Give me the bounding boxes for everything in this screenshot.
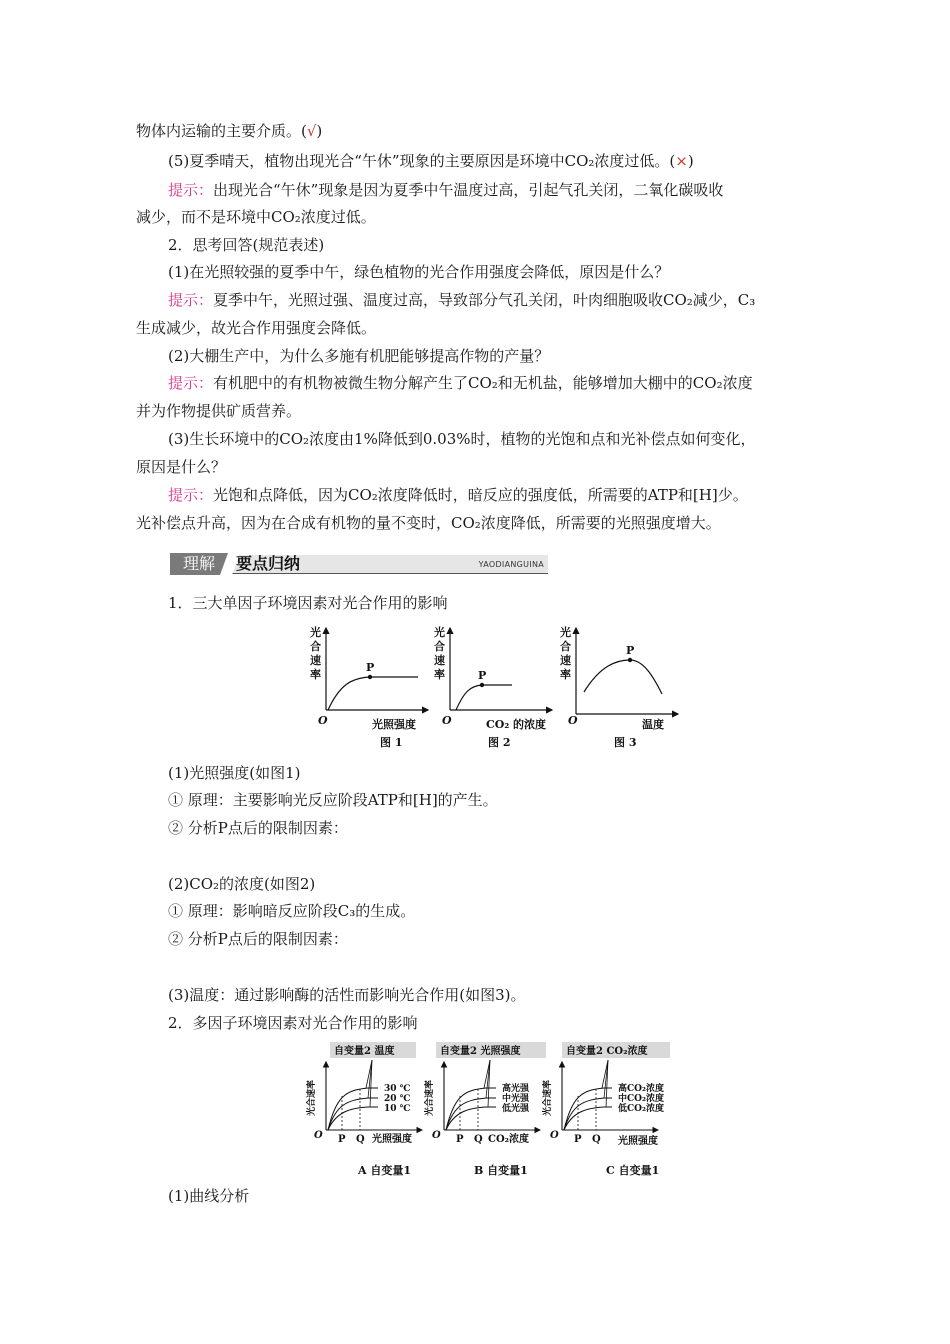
point-p-label: P: [478, 669, 487, 682]
text-line: 生成减少，故光合作用强度会降低。: [136, 319, 377, 337]
hint-label: 提示：: [168, 291, 214, 309]
check-mark: √: [306, 122, 317, 140]
question: (2)大棚生产中，为什么多施有机肥能够提高作物的产量？: [168, 347, 550, 365]
text-line: 减少，而不是环境中CO₂浓度过低。: [136, 208, 376, 226]
series-label: 10 ℃: [384, 1104, 411, 1114]
text-content: 光饱和点降低，因为CO₂浓度降低时，暗反应的强度低，所需要的ATP和[H]少。: [213, 486, 748, 504]
text-content: 有机肥中的有机物被微生物分解产生了CO₂和无机盐，能够增加大棚中的CO₂浓度: [213, 374, 753, 392]
point-p-label: P: [338, 1134, 346, 1145]
y-axis-label: 速: [310, 654, 321, 667]
point-p-label: P: [574, 1134, 582, 1145]
text-line: 光补偿点升高，因为在合成有机物的量不变时，CO₂浓度降低，所需要的光照强度增大。: [136, 514, 721, 532]
y-axis-label: 率: [560, 668, 571, 681]
graph-co2-concentration: [434, 625, 552, 749]
question: (1)在光照较强的夏季中午，绿色植物的光合作用强度会降低，原因是什么？: [168, 263, 670, 281]
graph-temperature: [560, 625, 678, 749]
question: (3)生长环境中的CO₂浓度由1%降低到0.03%时，植物的光饱和点和光补偿点如何变化，: [168, 430, 756, 448]
text-content: 物体内运输的主要介质。(: [136, 122, 307, 140]
text-line: 原因是什么？: [136, 458, 227, 476]
point-p-label: P: [626, 644, 635, 657]
panel-caption: A 自变量1: [358, 1164, 412, 1177]
y-axis-label: 光合速率: [543, 1079, 553, 1116]
y-axis-label: 合: [310, 640, 321, 653]
hint-line: [168, 373, 753, 393]
single-factor-figure: [300, 622, 690, 754]
text-line: ② 分析P点后的限制因素：: [168, 819, 348, 837]
hint-line: [168, 180, 723, 200]
text-line: [136, 121, 322, 141]
x-axis-label: 光照强度: [372, 1134, 412, 1145]
multi-factor-figure: [306, 1040, 682, 1186]
figure-caption: 图 2: [488, 736, 511, 749]
y-axis-label: 光: [560, 626, 571, 639]
text-content: 出现光合“午休”现象是因为夏季中午温度过高，引起气孔关闭，二氧化碳吸收: [213, 181, 724, 199]
subsection-heading: (2)CO₂的浓度(如图2): [168, 875, 316, 893]
series-label: 高CO₂浓度: [618, 1084, 664, 1094]
series-label: 中CO₂浓度: [618, 1094, 664, 1104]
panel-caption: B 自变量1: [474, 1164, 528, 1177]
point-q-label: Q: [356, 1134, 365, 1145]
y-axis-label: 合: [560, 640, 571, 653]
y-axis-label: 率: [434, 668, 445, 681]
panel-header: 自变量2 CO₂浓度: [566, 1046, 648, 1057]
text-line: [168, 151, 694, 171]
series-label: 中光强: [502, 1094, 530, 1104]
series-label: 低光强: [502, 1104, 530, 1114]
hint-label: 提示：: [168, 374, 214, 392]
point-q-label: Q: [474, 1134, 483, 1145]
point-p-label: P: [366, 661, 375, 674]
panel-caption: C 自变量1: [606, 1164, 660, 1177]
section-banner: [170, 553, 548, 577]
y-axis-label: 光: [310, 626, 321, 639]
cross-mark: ×: [675, 152, 688, 170]
series-label: 低CO₂浓度: [618, 1104, 664, 1114]
y-axis-label: 光合速率: [425, 1079, 435, 1116]
origin-label: O: [442, 714, 452, 727]
y-axis-label: 光合速率: [307, 1079, 317, 1116]
hint-label: 提示：: [168, 486, 214, 504]
point-q-label: Q: [592, 1134, 601, 1145]
panel-co2-concentration: [541, 1042, 670, 1177]
origin-label: O: [314, 1130, 323, 1141]
x-axis-label: CO₂浓度: [488, 1134, 530, 1145]
series-label: 高光强: [502, 1084, 530, 1094]
series-label: 30 ℃: [384, 1084, 411, 1094]
text-content: (5)夏季晴天，植物出现光合“午休”现象的主要原因是环境中CO₂浓度过低。(: [168, 152, 676, 170]
y-axis-label: 速: [434, 654, 445, 667]
text-content: 夏季中午，光照过强、温度过高，导致部分气孔关闭，叶肉细胞吸收CO₂减少，C₃: [213, 291, 756, 309]
banner-tag: 理解: [170, 553, 228, 575]
x-axis-label: CO₂ 的浓度: [486, 718, 546, 731]
text-line: 并为作物提供矿质营养。: [136, 402, 302, 420]
origin-label: O: [318, 714, 328, 727]
banner-title: 要点归纳: [236, 554, 301, 573]
x-axis-label: 温度: [642, 718, 664, 731]
hint-label: 提示：: [168, 181, 214, 199]
point-p-label: P: [456, 1134, 464, 1145]
panel-light-intensity: [423, 1042, 546, 1177]
text-line: ② 分析P点后的限制因素：: [168, 930, 348, 948]
figure-caption: 图 1: [380, 736, 403, 749]
subsection-heading: (1)曲线分析: [168, 1187, 250, 1205]
y-axis-label: 合: [434, 640, 445, 653]
x-axis-label: 光照强度: [372, 718, 416, 731]
section-heading: 1．三大单因子环境因素对光合作用的影响: [168, 594, 448, 612]
panel-header: 自变量2 温度: [334, 1046, 395, 1057]
text-content: ): [316, 122, 323, 140]
hint-line: [168, 290, 755, 310]
origin-label: O: [568, 714, 578, 727]
text-line: ① 原理：影响暗反应阶段C₃的生成。: [168, 902, 416, 920]
subheading: 2．思考回答(规范表述): [168, 236, 325, 254]
subsection-heading: (1)光照强度(如图1): [168, 764, 301, 782]
section-heading: 2．多因子环境因素对光合作用的影响: [168, 1014, 418, 1032]
panel-header: 自变量2 光照强度: [440, 1046, 521, 1057]
text-line: ① 原理：主要影响光反应阶段ATP和[H]的产生。: [168, 791, 498, 809]
series-label: 20 ℃: [384, 1094, 411, 1104]
subsection-heading: (3)温度：通过影响酶的活性而影响光合作用(如图3)。: [168, 986, 526, 1004]
origin-label: O: [550, 1130, 559, 1141]
text-content: ): [687, 152, 694, 170]
x-axis-label: 光照强度: [618, 1136, 658, 1147]
graph-light-intensity: [310, 625, 428, 749]
banner-pinyin: YAODIANGUINA: [478, 560, 544, 569]
y-axis-label: 率: [310, 668, 321, 681]
hint-line: [168, 485, 748, 505]
y-axis-label: 速: [560, 654, 571, 667]
figure-caption: 图 3: [614, 736, 637, 749]
origin-label: O: [432, 1130, 441, 1141]
panel-temperature: [306, 1042, 422, 1177]
y-axis-label: 光: [434, 626, 445, 639]
